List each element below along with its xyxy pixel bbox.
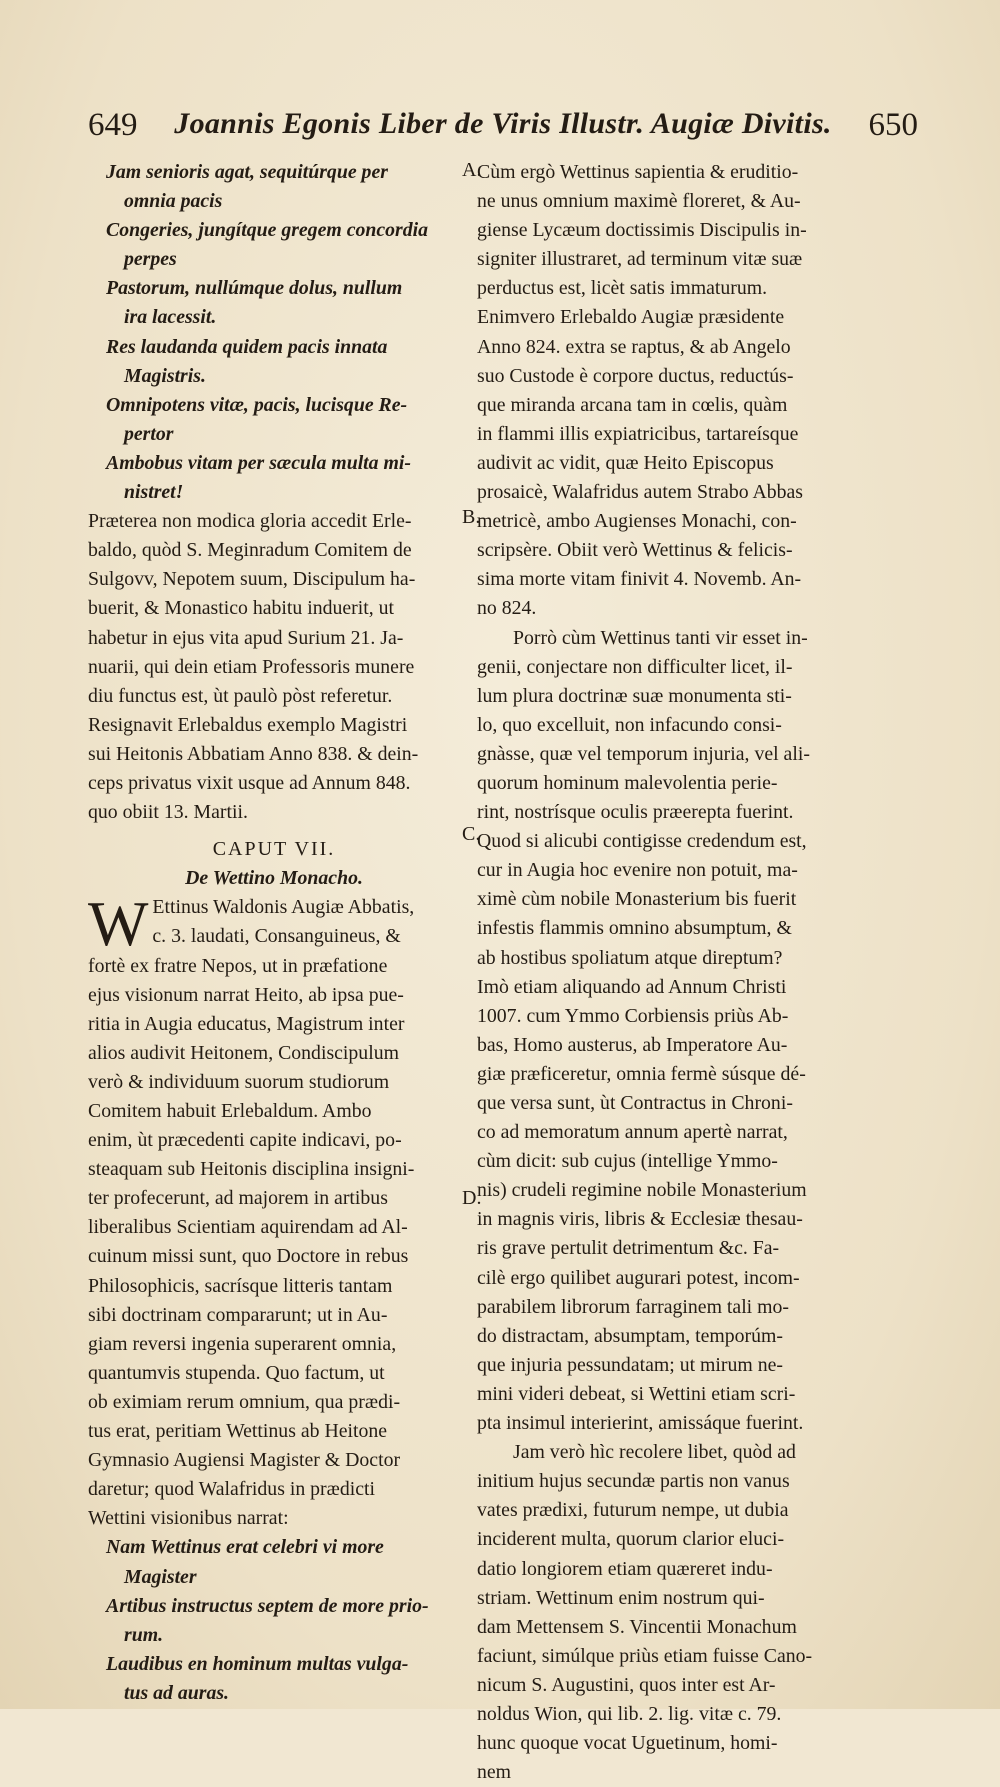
text-line: ris grave pertulit detrimentum &c. Fa- xyxy=(477,1237,780,1260)
text-line: scripsère. Obiit verò Wettinus & felicis- xyxy=(477,539,793,562)
left-column xyxy=(88,158,460,1708)
text-line: fortè ex fratre Nepos, ut in præfatione xyxy=(88,954,388,977)
text-line: prosaicè, Walafridus autem Strabo Abbas xyxy=(477,481,803,504)
text-line: in magnis viris, libris & Ecclesiæ thesau- xyxy=(477,1208,803,1231)
text-line: perductus est, licèt satis immaturum. xyxy=(477,277,768,300)
text-line: Porrò cùm Wettinus tanti vir esset in- xyxy=(513,626,808,649)
text-line: baldo, quòd S. Meginradum Comitem de xyxy=(88,539,412,562)
text-line: alios audivit Heitonem, Condiscipulum xyxy=(88,1041,399,1064)
right-page-number: 650 xyxy=(868,107,918,143)
text-line: no 824. xyxy=(477,597,537,620)
verse-line: Nam Wettinus erat celebri vi more xyxy=(106,1536,384,1559)
margin-marker-a: A. xyxy=(462,159,482,181)
running-title: Joannis Egonis Liber de Viris Illustr. Augiæ Divitis. xyxy=(174,107,832,140)
text-line: Jam verò hìc recolere libet, quòd ad xyxy=(513,1441,796,1464)
text-line: enim, ùt præcedenti capite indicavi, po- xyxy=(88,1129,402,1152)
text-line: hunc quoque vocat Uguetinum, homi- xyxy=(477,1732,778,1755)
text-line: initium hujus secundæ partis non vanus xyxy=(477,1470,790,1493)
text-line: Imò etiam aliquando ad Annum Christi xyxy=(477,975,787,998)
text-line: in flammi illis expiatricibus, tartareísque xyxy=(477,422,799,445)
text-line: bas, Homo austerus, ab Imperatore Au- xyxy=(477,1033,788,1056)
text-line: Ettinus Waldonis Augiæ Abbatis, xyxy=(152,896,415,919)
text-line: Resignavit Erlebaldus exemplo Magistri xyxy=(88,713,408,736)
text-line: daretur; quod Walafridus in prædicti xyxy=(88,1478,376,1501)
text-line: tus erat, peritiam Wettinus ab Heitone xyxy=(88,1420,388,1443)
text-line: quantumvis stupenda. Quo factum, ut xyxy=(88,1361,385,1384)
text-line: habetur in ejus vita apud Surium 21. Ja- xyxy=(88,626,404,649)
text-line: mini videri debeat, si Wettini etiam scri- xyxy=(477,1382,796,1405)
text-line: ximè cùm nobile Monasterium bis fuerit xyxy=(477,888,797,911)
text-line: nuarii, qui dein etiam Professoris munere xyxy=(88,655,415,678)
text-line: ceps privatus vixit usque ad Annum 848. xyxy=(88,771,411,794)
text-line: Præterea non modica gloria accedit Erle- xyxy=(88,510,412,533)
text-line: sima morte vitam finivit 4. Novemb. An- xyxy=(477,568,802,591)
verse-line: omnia pacis xyxy=(124,190,223,213)
verse-line: Ambobus vitam per sæcula multa mi- xyxy=(106,451,411,474)
text-line: cur in Augia hoc evenire non potuit, ma- xyxy=(477,859,798,882)
verse-line: ira lacessit. xyxy=(124,306,217,329)
text-line: sibi doctrinam compararunt; ut in Au- xyxy=(88,1303,388,1326)
verse-line: rum. xyxy=(124,1623,164,1646)
text-line: dam Mettensem S. Vincentii Monachum xyxy=(477,1615,797,1638)
text-line: pta insimul interierint, amissáque fuerint. xyxy=(477,1412,804,1435)
text-line: nem xyxy=(477,1761,512,1784)
text-line: diu functus est, ùt paulò pòst referetur. xyxy=(88,684,393,707)
verse-line: Res laudanda quidem pacis innata xyxy=(106,335,388,358)
text-line: vates prædixi, futurum nempe, ut dubia xyxy=(477,1499,789,1522)
text-line: verò & individuum suorum studiorum xyxy=(88,1070,390,1093)
right-column xyxy=(477,158,855,1787)
text-line: metricè, ambo Augienses Monachi, con- xyxy=(477,510,797,533)
text-line: suo Custode è corpore ductus, reductús- xyxy=(477,364,794,387)
verse-line: nistret! xyxy=(124,481,184,504)
paragraph-wettinus-death xyxy=(477,158,855,624)
text-line: ejus visionum narrat Heito, ab ipsa pue- xyxy=(88,983,404,1006)
text-line: ritia in Augia educatus, Magistrum inter xyxy=(88,1012,405,1035)
text-line: nicum S. Augustini, quos inter est Ar- xyxy=(477,1673,776,1696)
text-line: inciderent multa, quorum clarior eluci- xyxy=(477,1528,785,1551)
text-line: signiter illustraret, ad terminum vitæ suæ xyxy=(477,248,803,271)
text-line: ab hostibus spoliatum atque direptum? xyxy=(477,946,783,969)
text-line: que versa sunt, ùt Contractus in Chroni- xyxy=(477,1092,793,1114)
verse-line: Magistris. xyxy=(124,364,206,387)
text-line: 1007. cum Ymmo Corbiensis priùs Ab- xyxy=(477,1004,789,1027)
chapter-heading: CAPUT VII. xyxy=(212,838,336,861)
text-line: parabilem librorum farraginem tali mo- xyxy=(477,1295,789,1318)
text-line: que injuria pessundatam; ut mirum ne- xyxy=(477,1353,783,1376)
text-line: cùm dicit: sub cujus (intellige Ymmo- xyxy=(477,1150,778,1173)
text-line: Philosophicis, sacrísque litteris tantam xyxy=(88,1274,393,1297)
text-line: liberalibus Scientiam aquirendam ad Al- xyxy=(88,1216,408,1239)
paragraph-wettinus xyxy=(88,888,460,1533)
margin-marker-b: B. xyxy=(462,506,481,528)
text-line: quorum hominum malevolentia perie- xyxy=(477,771,778,794)
text-line: cilè ergo quilibet augurari potest, incom- xyxy=(477,1266,800,1289)
text-line: Cùm ergò Wettinus sapientia & eruditio- xyxy=(477,161,799,183)
text-line: que miranda arcana tam in cœlis, quàm xyxy=(477,393,788,416)
drop-cap: W xyxy=(88,888,149,960)
verse-line: Jam senioris agat, sequitúrque per xyxy=(106,161,388,183)
text-line: infestis flammis omnino absumptum, & xyxy=(477,917,792,940)
verse-line: pertor xyxy=(124,422,174,445)
text-line: striam. Wettinum enim nostrum qui- xyxy=(477,1586,765,1609)
text-line: quo obiit 13. Martii. xyxy=(88,801,248,824)
text-line: Quod si alicubi contigisse credendum est, xyxy=(477,830,807,853)
margin-marker-c: C. xyxy=(462,823,481,845)
verse-line: perpes xyxy=(124,248,177,271)
left-page-number: 649 xyxy=(88,107,138,143)
verse-line: Congeries, jungítque gregem concordia xyxy=(106,219,429,242)
chapter-subtitle: De Wettino Monacho. xyxy=(185,867,363,890)
verse-line: Omnipotens vitæ, pacis, lucisque Re- xyxy=(106,393,408,416)
text-line: co ad memoratum annum apertè narrat, xyxy=(477,1121,788,1144)
text-line: giense Lycæum doctissimis Discipulis in- xyxy=(477,219,807,242)
text-line: audivit ac vidit, quæ Heito Episcopus xyxy=(477,451,774,474)
text-line: ter profecerunt, ad majorem in artibus xyxy=(88,1187,388,1210)
text-line: Enimvero Erlebaldo Augiæ præsidente xyxy=(477,306,785,329)
verse-line: Magister xyxy=(124,1565,197,1588)
paragraph-identity-question xyxy=(477,1438,855,1787)
text-line: c. 3. laudati, Consanguineus, & xyxy=(152,925,401,948)
verse-line: Laudibus en hominum multas vulga- xyxy=(106,1652,409,1675)
verse-line: tus ad auras. xyxy=(124,1681,229,1704)
verse-line: Pastorum, nullúmque dolus, nullum xyxy=(106,277,403,300)
text-line: Gymnasio Augiensi Magister & Doctor xyxy=(88,1449,401,1472)
text-line: giam reversi ingenia superarent omnia, xyxy=(88,1332,397,1355)
paragraph-erlebaldus xyxy=(88,507,460,827)
text-line: steaquam sub Heitonis disciplina insigni- xyxy=(88,1158,415,1181)
text-line: ob eximiam rerum omnium, qua prædi- xyxy=(88,1390,401,1413)
text-line: gnàsse, quæ vel temporum injuria, vel ali- xyxy=(477,742,810,765)
text-line: nis) crudeli regimine nobile Monasterium xyxy=(477,1179,807,1202)
text-line: do distractam, absumptam, temporúm- xyxy=(477,1324,783,1347)
text-line: ne unus omnium maximè floreret, & Au- xyxy=(477,190,801,213)
text-line: Anno 824. extra se raptus, & ab Angelo xyxy=(477,335,791,358)
text-line: faciunt, simúlque priùs etiam fuisse Cano- xyxy=(477,1644,813,1667)
paragraph-lost-writings xyxy=(477,624,855,1439)
text-line: buerit, & Monastico habitu induerit, ut xyxy=(88,597,395,620)
text-line: Wettini visionibus narrat: xyxy=(88,1507,289,1530)
text-line: genii, conjectare non difficulter licet, il- xyxy=(477,655,793,678)
text-line: Sulgovv, Nepotem suum, Discipulum ha- xyxy=(88,568,416,591)
text-line: datio longiorem etiam quæreret indu- xyxy=(477,1557,773,1580)
text-line: cuinum missi sunt, quo Doctore in rebus xyxy=(88,1245,409,1268)
text-line: sui Heitonis Abbatiam Anno 838. & dein- xyxy=(88,742,419,765)
text-line: rint, nostrísque oculis præerepta fuerint. xyxy=(477,801,794,824)
margin-marker-d: D. xyxy=(462,1187,482,1209)
verse-top xyxy=(88,158,460,507)
text-line: lo, quo excelluit, non infacundo consi- xyxy=(477,713,782,736)
text-line: giæ præficeretur, omnia fermè súsque dé- xyxy=(477,1062,806,1085)
text-line: Comitem habuit Erlebaldum. Ambo xyxy=(88,1100,372,1122)
text-line: noldus Wion, qui lib. 2. lig. vitæ c. 79. xyxy=(477,1702,782,1725)
page-header xyxy=(88,107,918,151)
verse-line: Artibus instructus septem de more prio- xyxy=(106,1594,429,1617)
verse-bottom xyxy=(88,1533,460,1708)
text-line: lum plura doctrinæ suæ monumenta sti- xyxy=(477,684,792,707)
